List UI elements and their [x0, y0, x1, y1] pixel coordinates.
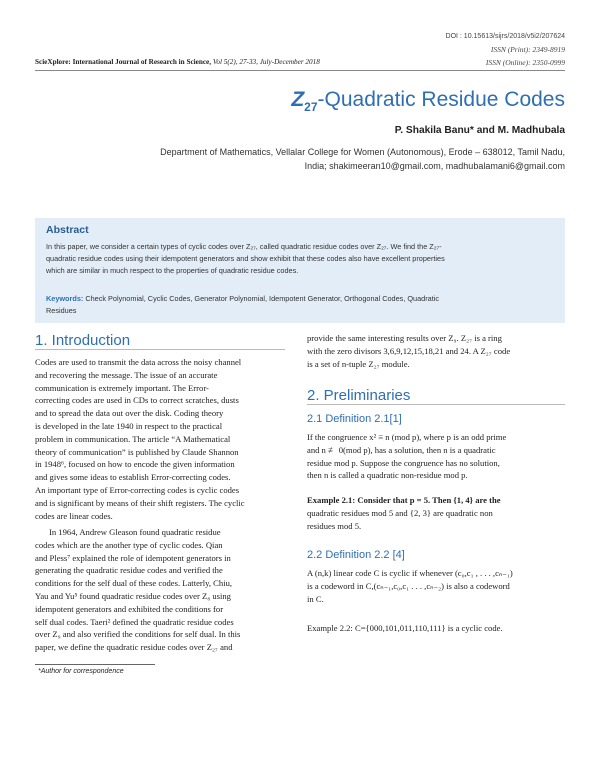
text-line: in C. — [307, 593, 324, 604]
text-line: problem in communication. The article “A Mathematical — [35, 433, 231, 444]
text-line: conditions for the self dual of these codes. Latterly, Chiu, — [35, 578, 233, 589]
intro-heading: 1. Introduction — [35, 332, 131, 349]
intro-paragraph-1 — [35, 356, 285, 522]
text-line: and Pless⁷ explained the role of idempotent generators in — [35, 552, 231, 563]
title-rest: -Quadratic Residue Codes — [317, 88, 565, 111]
title-subscript: 27 — [304, 100, 318, 114]
text-line: then n is called a quadratic non-residue mod p. — [307, 470, 468, 481]
text-line: is a codeword in C,(cₙ₋₁,c₀,c₁ . . . ,cₙ₋₂) is also a codeword — [307, 580, 510, 591]
definition-2-2-heading: 2.2 Definition 2.2 [4] — [307, 549, 405, 561]
text-line: codes which are the another type of cyclic codes. Qian — [35, 539, 223, 550]
text-line: and is significant by means of their shift registers. The cyclic — [35, 497, 245, 508]
text-line: is a set of n-tuple Z₂₇ module. — [307, 358, 410, 369]
abstract-line: which are similar in much respect to the properties of quadratic residue codes. — [46, 266, 299, 275]
issn-online: ISSN (Online): 2350-0999 — [485, 58, 565, 67]
text-line: generating the quadratic residue codes and verified the — [35, 565, 223, 576]
affiliation-line2: India; shakimeeran10@gmail.com, madhubalamani6@gmail.com — [304, 160, 565, 171]
journal-name: SciеXplore: International Journal of Research in Science, — [35, 58, 212, 66]
title-z: Z — [291, 88, 305, 111]
text-line: residues mod 5. — [307, 520, 362, 531]
text-line: is developed in the late 1940 in respect to the practical — [35, 420, 223, 431]
abstract-body — [46, 241, 562, 277]
text-line: A (n,k) linear code C is cyclic if whenever (c₀,c₁ , . . . ,cₙ₋₁) — [307, 568, 513, 578]
text-line: paper, we define the quadratic residue codes over Z₂₇ and — [35, 642, 233, 653]
text-line: theory of communication” is published by Claude Shannon — [35, 446, 239, 457]
definition-2-2-text — [307, 567, 565, 605]
text-line: residue mod p. Suppose the congruence has no solution, — [307, 457, 500, 468]
text-line: codes are linear codes. — [35, 510, 113, 521]
text-line: Codes are used to transmit the data across the noisy channel — [35, 357, 242, 367]
keywords-text2: Residues — [46, 306, 77, 315]
header-divider — [35, 70, 565, 71]
affiliation — [105, 146, 565, 173]
paper-title — [0, 88, 565, 114]
text-line: in 1948⁶, focused on how to encode the given information — [35, 459, 235, 470]
affiliation-line1: Department of Mathematics, Vellalar College for Women (Autonomous), Erode – 638012, Tamil Nadu, — [160, 147, 565, 157]
text-line: and n ≢ 0(mod p), has a solution, then n is a quadratic — [307, 444, 496, 455]
authors: P. Shakila Banu* and M. Madhubala — [394, 125, 565, 136]
keywords-text: Check Polynomial, Cyclic Codes, Generator Polynomial, Idempotent Generator, Orthogonal Codes, Quadratic — [83, 294, 440, 303]
text-line: provide the same interesting results over Z₉. Z₂₇ is a ring — [307, 333, 502, 343]
text-line: Yau and Yu⁵ found quadratic residue codes over Z₈ using — [35, 590, 231, 601]
footnote: *Author for correspondence — [38, 668, 124, 675]
text-line: quadratic residues mod 5 and {2, 3} are quadratic non — [307, 507, 493, 518]
preliminaries-heading: 2. Preliminaries — [307, 387, 411, 404]
journal-volume: Vol 5(2), 27-33, July-December 2018 — [211, 58, 320, 66]
journal-citation — [35, 58, 320, 66]
text-line: over Z₉ and also verified the conditions for self dual. In this — [35, 629, 241, 640]
text-line: and to spread the data out over the disk. Coding theory — [35, 408, 224, 419]
text-line: Example 2.1: Consider that p = 5. Then {1, 4} are the — [307, 495, 501, 505]
keywords — [46, 293, 562, 317]
footnote-rule — [35, 664, 155, 665]
prelim-rule — [307, 404, 565, 405]
text-line: correcting codes are used in CDs to correct scratches, dusts — [35, 395, 239, 406]
abstract-heading: Abstract — [46, 224, 89, 236]
keywords-label: Keywords: — [46, 294, 84, 303]
issn-print: ISSN (Print): 2349-8919 — [490, 45, 565, 54]
definition-2-1-heading: 2.1 Definition 2.1[1] — [307, 413, 402, 425]
text-line: and recovering the message. The issue of an accurate — [35, 369, 218, 380]
text-line: self dual codes. Taeri² defined the quadratic residue codes — [35, 616, 234, 627]
text-line: In 1964, Andrew Gleason found quadratic residue — [49, 527, 221, 537]
definition-2-1-text — [307, 431, 565, 482]
doi-text: DOI : 10.15613/sijrs/2018/v5i2/207624 — [445, 33, 565, 40]
text-line: and gives some ideas to establish Error-correcting codes. — [35, 472, 231, 483]
text-line: with the zero divisors 3,6,9,12,15,18,21 and 24. A Z₂₇ code — [307, 345, 511, 356]
abstract-line: In this paper, we consider a certain types of cyclic codes over Z₂₇, called quadratic residue codes over Z₂₇. We find the Z₂₇- — [46, 242, 442, 251]
text-line: communication is extremely important. The Error- — [35, 382, 209, 393]
intro-rule — [35, 349, 285, 350]
example-2-1 — [307, 494, 565, 532]
example-2-2: Example 2.2: C={000,101,011,110,111} is a cyclic code. — [307, 623, 503, 633]
abstract-line: quadratic residue codes using their idempotent generators and show exhibit that these codes also have excellent properties — [46, 254, 445, 263]
text-line: idempotent generators and exhibited the conditions for — [35, 603, 224, 614]
text-line: An important type of Error-correcting codes is cyclic codes — [35, 484, 240, 495]
intro-paragraph-2 — [35, 526, 285, 654]
intro-continued — [307, 332, 565, 370]
text-line: If the congruence x² ≡ n (mod p), where p is an odd prime — [307, 432, 507, 442]
